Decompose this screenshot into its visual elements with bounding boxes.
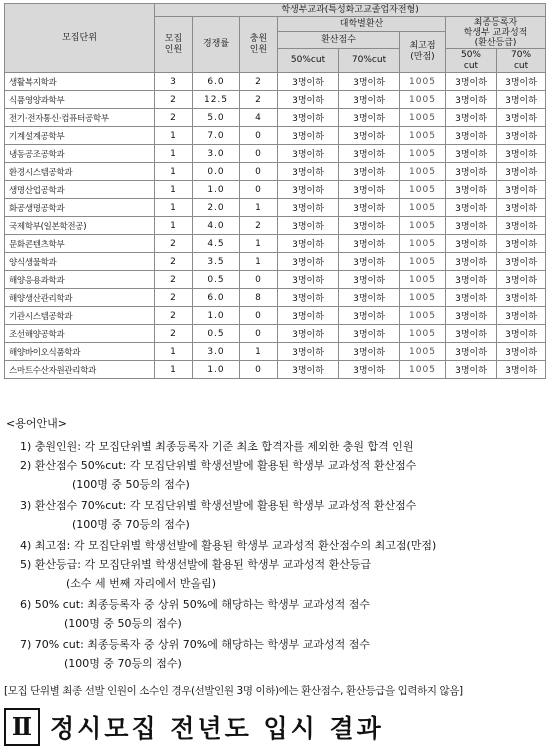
cell-grade70: 3명이하 — [497, 163, 546, 181]
cell-quota: 1 — [155, 217, 193, 235]
cell-score50: 3명이하 — [278, 235, 339, 253]
cell-grade70: 3명이하 — [497, 361, 546, 379]
cell-unit: 해양바이오식품학과 — [5, 343, 155, 361]
cell-grade70: 3명이하 — [497, 73, 546, 91]
cell-unit: 스마트수산자원관리학과 — [5, 361, 155, 379]
cell-unit: 해양응용과학과 — [5, 271, 155, 289]
cell-grade50: 3명이하 — [446, 325, 497, 343]
terms-heading: <용어안내> — [6, 417, 67, 430]
header-unit: 모집단위 — [5, 4, 155, 73]
cell-unit: 조선해양공학과 — [5, 325, 155, 343]
cell-quota: 2 — [155, 109, 193, 127]
note-item: 2) 환산점수 50%cut: 각 모집단위별 학생선발에 활용된 학생부 교과성적 환산점수 — [20, 459, 417, 472]
cell-grade50: 3명이하 — [446, 235, 497, 253]
cell-score70: 3명이하 — [339, 91, 400, 109]
cell-grade70: 3명이하 — [497, 91, 546, 109]
cell-extra: 2 — [240, 217, 278, 235]
cell-score50: 3명이하 — [278, 145, 339, 163]
cell-ratio: 7.0 — [193, 127, 240, 145]
cell-score50: 3명이하 — [278, 361, 339, 379]
cell-unit: 해양생산관리학과 — [5, 289, 155, 307]
cell-extra: 2 — [240, 91, 278, 109]
table-row — [5, 217, 546, 235]
header-cut50: 50%cut — [278, 49, 339, 73]
cell-quota: 2 — [155, 325, 193, 343]
cell-quota: 1 — [155, 163, 193, 181]
cell-grade50: 3명이하 — [446, 73, 497, 91]
cell-extra: 0 — [240, 271, 278, 289]
cell-quota: 1 — [155, 199, 193, 217]
cell-grade50: 3명이하 — [446, 217, 497, 235]
cell-ratio: 3.5 — [193, 253, 240, 271]
cell-score50: 3명이하 — [278, 325, 339, 343]
cell-ratio: 12.5 — [193, 91, 240, 109]
cell-max: 1005 — [400, 253, 446, 271]
note-sub: (100명 중 70등의 점수) — [64, 657, 182, 670]
cell-extra: 0 — [240, 145, 278, 163]
cell-grade50: 3명이하 — [446, 91, 497, 109]
cell-quota: 2 — [155, 307, 193, 325]
selection-note: [모집 단위별 최종 선발 인원이 소수인 경우(선발인원 3명 이하)에는 환산점수, 환산등급을 입력하지 않음] — [4, 685, 463, 697]
cell-unit: 환경시스템공학과 — [5, 163, 155, 181]
cell-unit: 국제학부(일본학전공) — [5, 217, 155, 235]
cell-quota: 1 — [155, 145, 193, 163]
cell-grade70: 3명이하 — [497, 325, 546, 343]
cell-extra: 1 — [240, 253, 278, 271]
header-track: 학생부교과(특성화고교졸업자전형) — [155, 4, 546, 17]
cell-grade50: 3명이하 — [446, 361, 497, 379]
cell-grade50: 3명이하 — [446, 127, 497, 145]
cell-quota: 1 — [155, 343, 193, 361]
cell-score50: 3명이하 — [278, 109, 339, 127]
table-row — [5, 145, 546, 163]
table-row — [5, 361, 546, 379]
cell-max: 1005 — [400, 145, 446, 163]
cell-grade50: 3명이하 — [446, 199, 497, 217]
header-score-group: 환산점수 — [278, 32, 400, 49]
note-sub: (100명 중 50등의 점수) — [64, 617, 182, 630]
header-final-group: 최종등록자 학생부 교과성적 (환산등급) — [446, 17, 546, 49]
table-row — [5, 253, 546, 271]
cell-unit: 전기·전자통신·컴퓨터공학부 — [5, 109, 155, 127]
header-grade70: 70% cut — [497, 49, 546, 73]
table-row — [5, 127, 546, 145]
cell-max: 1005 — [400, 271, 446, 289]
cell-max: 1005 — [400, 73, 446, 91]
cell-score70: 3명이하 — [339, 73, 400, 91]
table-row — [5, 271, 546, 289]
cell-quota: 2 — [155, 235, 193, 253]
cell-score70: 3명이하 — [339, 199, 400, 217]
cell-score50: 3명이하 — [278, 181, 339, 199]
note-item: 5) 환산등급: 각 모집단위별 학생선발에 활용된 학생부 교과성적 환산등급 — [20, 558, 372, 571]
cell-quota: 2 — [155, 289, 193, 307]
cell-max: 1005 — [400, 199, 446, 217]
cell-extra: 8 — [240, 289, 278, 307]
cell-grade70: 3명이하 — [497, 127, 546, 145]
section-number: Ⅱ — [4, 708, 40, 746]
cell-ratio: 6.0 — [193, 73, 240, 91]
cell-grade50: 3명이하 — [446, 145, 497, 163]
cell-score70: 3명이하 — [339, 217, 400, 235]
cell-unit: 생명산업공학과 — [5, 181, 155, 199]
cell-ratio: 1.0 — [193, 181, 240, 199]
cell-extra: 0 — [240, 307, 278, 325]
cell-score70: 3명이하 — [339, 235, 400, 253]
cell-unit: 문화콘텐츠학부 — [5, 235, 155, 253]
cell-grade50: 3명이하 — [446, 253, 497, 271]
table-row — [5, 163, 546, 181]
cell-quota: 2 — [155, 253, 193, 271]
cell-score70: 3명이하 — [339, 343, 400, 361]
header-extra: 충원 인원 — [240, 17, 278, 73]
cell-max: 1005 — [400, 289, 446, 307]
cell-extra: 1 — [240, 343, 278, 361]
cell-score50: 3명이하 — [278, 91, 339, 109]
cell-extra: 2 — [240, 73, 278, 91]
cell-grade70: 3명이하 — [497, 181, 546, 199]
cell-score50: 3명이하 — [278, 307, 339, 325]
header-ratio: 경쟁률 — [193, 17, 240, 73]
cell-max: 1005 — [400, 307, 446, 325]
cell-grade70: 3명이하 — [497, 271, 546, 289]
cell-score70: 3명이하 — [339, 307, 400, 325]
cell-quota: 2 — [155, 271, 193, 289]
cell-grade50: 3명이하 — [446, 289, 497, 307]
cell-unit: 화공생명공학과 — [5, 199, 155, 217]
header-quota: 모집 인원 — [155, 17, 193, 73]
table-row — [5, 343, 546, 361]
section-heading — [4, 706, 384, 748]
table-row — [5, 325, 546, 343]
cell-unit: 생활복지학과 — [5, 73, 155, 91]
note-item: 6) 50% cut: 최종등록자 중 상위 50%에 해당하는 학생부 교과성적 점수 — [20, 598, 370, 611]
table-row — [5, 235, 546, 253]
cell-grade70: 3명이하 — [497, 145, 546, 163]
table-row — [5, 181, 546, 199]
cell-score50: 3명이하 — [278, 127, 339, 145]
cell-unit: 양식생물학과 — [5, 253, 155, 271]
table-row — [5, 199, 546, 217]
cell-unit: 냉동공조공학과 — [5, 145, 155, 163]
cell-grade50: 3명이하 — [446, 271, 497, 289]
cell-score70: 3명이하 — [339, 361, 400, 379]
cell-extra: 0 — [240, 127, 278, 145]
cell-score70: 3명이하 — [339, 325, 400, 343]
terms-guide — [6, 415, 546, 677]
cell-max: 1005 — [400, 343, 446, 361]
cell-ratio: 3.0 — [193, 343, 240, 361]
cell-ratio: 6.0 — [193, 289, 240, 307]
cell-quota: 1 — [155, 181, 193, 199]
note-sub: (100명 중 70등의 점수) — [72, 518, 190, 531]
header-cut70: 70%cut — [339, 49, 400, 73]
cell-ratio: 0.5 — [193, 271, 240, 289]
cell-grade50: 3명이하 — [446, 343, 497, 361]
cell-score70: 3명이하 — [339, 289, 400, 307]
cell-max: 1005 — [400, 181, 446, 199]
cell-grade50: 3명이하 — [446, 307, 497, 325]
cell-score70: 3명이하 — [339, 271, 400, 289]
section-title: 정시모집 전년도 입시 결과 — [50, 714, 384, 743]
cell-score50: 3명이하 — [278, 253, 339, 271]
cell-ratio: 4.0 — [193, 217, 240, 235]
cell-grade70: 3명이하 — [497, 289, 546, 307]
cell-max: 1005 — [400, 361, 446, 379]
cell-grade70: 3명이하 — [497, 235, 546, 253]
table-body — [5, 73, 546, 379]
cell-unit: 기계설계공학부 — [5, 127, 155, 145]
note-item: 4) 최고점: 각 모집단위별 학생선발에 활용된 학생부 교과성적 환산점수의 최고점(만점) — [20, 539, 437, 552]
cell-grade70: 3명이하 — [497, 307, 546, 325]
header-max-score: 최고점 (만점) — [400, 32, 446, 73]
note-item: 7) 70% cut: 최종등록자 중 상위 70%에 해당하는 학생부 교과성적 점수 — [20, 638, 370, 651]
cell-extra: 0 — [240, 181, 278, 199]
cell-max: 1005 — [400, 127, 446, 145]
cell-score70: 3명이하 — [339, 109, 400, 127]
cell-grade70: 3명이하 — [497, 343, 546, 361]
cell-quota: 3 — [155, 73, 193, 91]
cell-ratio: 4.5 — [193, 235, 240, 253]
table-row — [5, 73, 546, 91]
cell-score50: 3명이하 — [278, 289, 339, 307]
cell-max: 1005 — [400, 325, 446, 343]
cell-grade70: 3명이하 — [497, 217, 546, 235]
table-row — [5, 109, 546, 127]
note-sub: (100명 중 50등의 점수) — [72, 478, 190, 491]
cell-ratio: 1.0 — [193, 307, 240, 325]
cell-score50: 3명이하 — [278, 199, 339, 217]
cell-extra: 0 — [240, 361, 278, 379]
cell-ratio: 0.5 — [193, 325, 240, 343]
cell-quota: 1 — [155, 127, 193, 145]
cell-score70: 3명이하 — [339, 127, 400, 145]
table-row — [5, 91, 546, 109]
note-item: 1) 충원인원: 각 모집단위별 최종등록자 기준 최초 합격자를 제외한 충원 합격 인원 — [20, 440, 414, 453]
cell-ratio: 2.0 — [193, 199, 240, 217]
cell-max: 1005 — [400, 163, 446, 181]
cell-score50: 3명이하 — [278, 73, 339, 91]
cell-score70: 3명이하 — [339, 145, 400, 163]
cell-score50: 3명이하 — [278, 217, 339, 235]
cell-extra: 4 — [240, 109, 278, 127]
admission-results-table — [4, 3, 546, 379]
cell-extra: 0 — [240, 163, 278, 181]
cell-max: 1005 — [400, 91, 446, 109]
cell-score70: 3명이하 — [339, 181, 400, 199]
cell-extra: 0 — [240, 325, 278, 343]
cell-score50: 3명이하 — [278, 343, 339, 361]
cell-score70: 3명이하 — [339, 163, 400, 181]
table-row — [5, 289, 546, 307]
header-grade50: 50% cut — [446, 49, 497, 73]
cell-ratio: 5.0 — [193, 109, 240, 127]
cell-max: 1005 — [400, 217, 446, 235]
note-sub: (소수 세 번째 자리에서 반올림) — [66, 577, 217, 590]
cell-grade50: 3명이하 — [446, 181, 497, 199]
cell-extra: 1 — [240, 235, 278, 253]
cell-max: 1005 — [400, 235, 446, 253]
cell-grade70: 3명이하 — [497, 109, 546, 127]
cell-score50: 3명이하 — [278, 271, 339, 289]
cell-unit: 기관시스템공학과 — [5, 307, 155, 325]
cell-unit: 식품영양과학부 — [5, 91, 155, 109]
cell-ratio: 0.0 — [193, 163, 240, 181]
cell-quota: 2 — [155, 91, 193, 109]
note-item: 3) 환산점수 70%cut: 각 모집단위별 학생선발에 활용된 학생부 교과성적 환산점수 — [20, 499, 417, 512]
cell-score50: 3명이하 — [278, 163, 339, 181]
cell-max: 1005 — [400, 109, 446, 127]
cell-grade50: 3명이하 — [446, 163, 497, 181]
cell-ratio: 1.0 — [193, 361, 240, 379]
cell-score70: 3명이하 — [339, 253, 400, 271]
cell-extra: 1 — [240, 199, 278, 217]
cell-grade70: 3명이하 — [497, 253, 546, 271]
cell-grade50: 3명이하 — [446, 109, 497, 127]
cell-grade70: 3명이하 — [497, 199, 546, 217]
cell-ratio: 3.0 — [193, 145, 240, 163]
header-converted-group: 대학별환산 — [278, 17, 446, 32]
cell-quota: 1 — [155, 361, 193, 379]
table-row — [5, 307, 546, 325]
